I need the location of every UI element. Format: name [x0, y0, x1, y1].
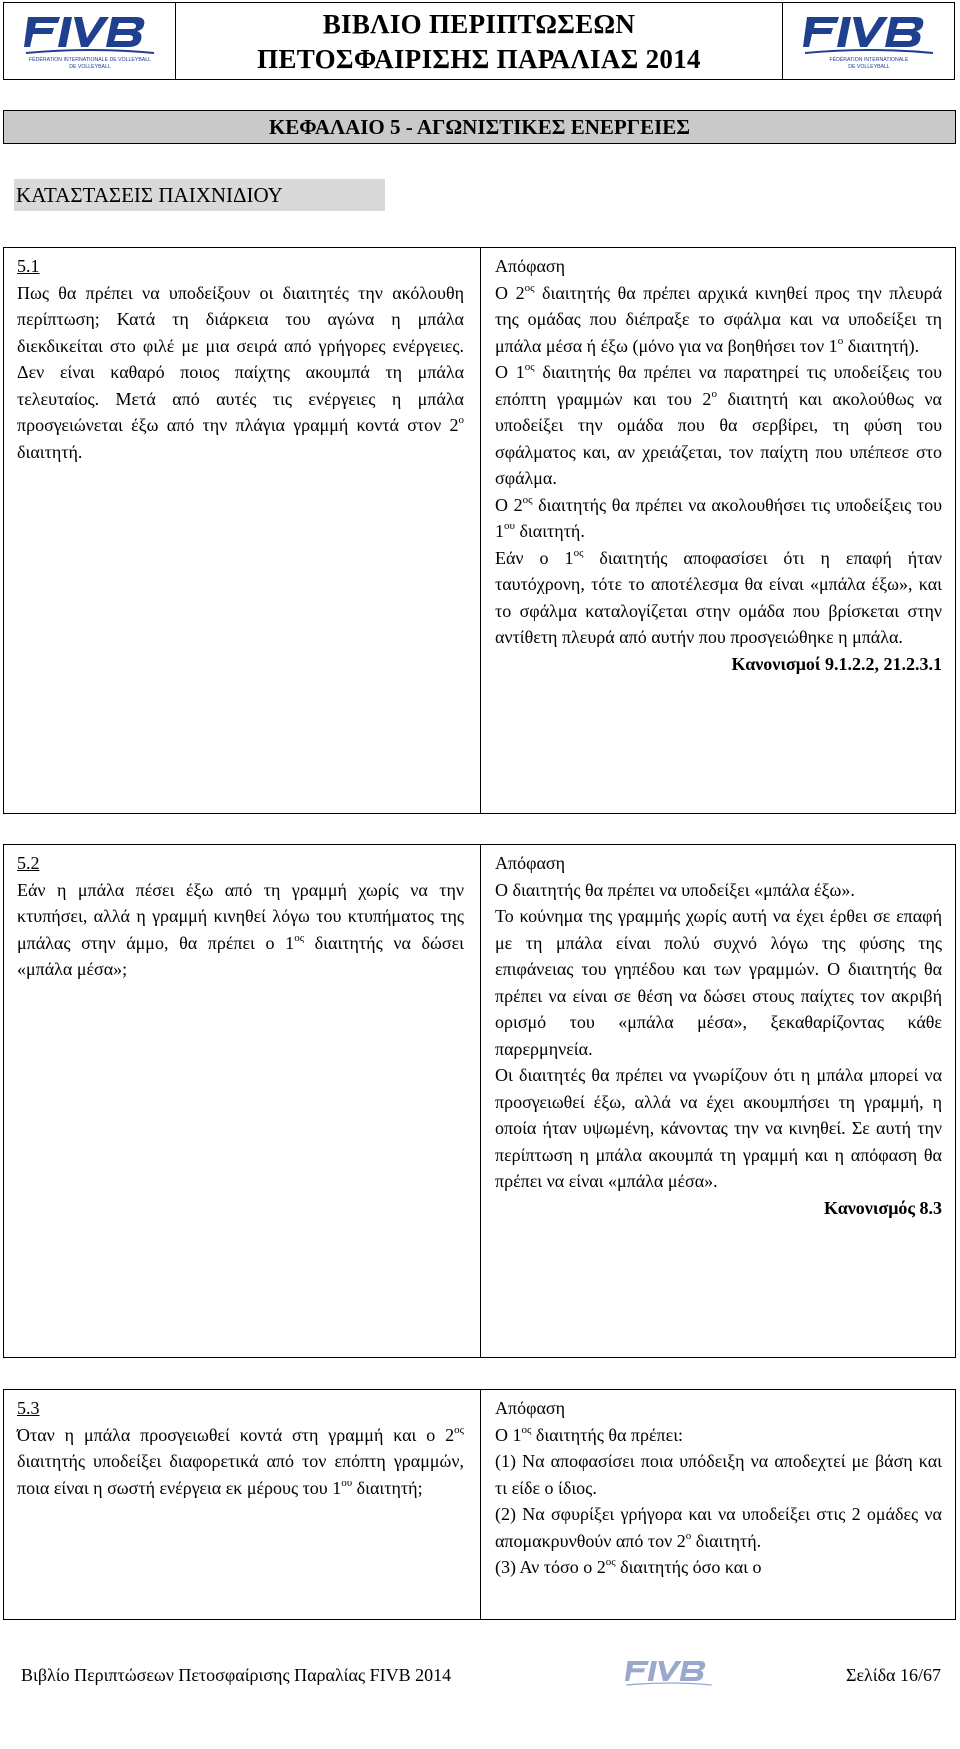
rule-reference: Κανονισμός 8.3	[824, 1197, 942, 1218]
decision-label: Απόφαση	[495, 256, 566, 276]
case-5-1	[3, 247, 956, 814]
header-title-cell	[176, 3, 782, 79]
case-question: Εάν η μπάλα πέσει έξω από τη γραμμή χωρίς να την κτυπήσει, αλλά η γραμμή κινηθεί λόγω του κτυπήματος της μπάλας στην άμμο, θα πρέπει ο $1^{o\varsigma}$ διαιτητής να δώσει «μπάλα μέσα»;	[17, 879, 464, 979]
decision-paragraph: Το κούνημα της γραμμής χωρίς αυτή να έχει έρθει σε επαφή με τη μπάλα είναι πολύ συχνό λόγω της φύσης της επιφάνειας του γηπέδου και των γραμμών. Ο διαιτητής θα πρέπει να είναι σε θέση να δώσει στους παίχτες τον ακριβή ορισμό του «μπάλα μέσα», ξεκαθαρίζοντας κάθε παρερμηνεία.	[495, 906, 942, 1059]
header-logo-right-cell	[782, 3, 954, 79]
case-decision-cell	[481, 845, 955, 1357]
case-number: 5.1	[17, 256, 40, 276]
case-question: Όταν η μπάλα προσγειωθεί κοντά στη γραμμή και ο $2^{o\varsigma}$ διαιτητής υποδείξει διαφορετικά από τον επόπτη γραμμών, ποια είναι η σωστή ενέργεια εκ μέρους του $1^{o\upsilon}$ διαιτητή;	[17, 1423, 464, 1498]
decision-paragraph: (2) Να σφυρίξει γρήγορα και να υποδείξει στις 2 ομάδες να απομακρυνθούν από τον $2^o$ διαιτητή.	[495, 1504, 942, 1551]
svg-text:DE VOLLEYBALL: DE VOLLEYBALL	[848, 64, 890, 70]
case-number: 5.3	[17, 1398, 40, 1418]
chapter-heading: ΚΕΦΑΛΑΙΟ 5 - ΑΓΩΝΙΣΤΙΚΕΣ ΕΝΕΡΓΕΙΕΣ	[3, 110, 956, 144]
case-question-cell	[4, 248, 481, 813]
case-question-cell	[4, 1390, 481, 1619]
case-number: 5.2	[17, 853, 40, 873]
case-question: Πως θα πρέπει να υποδείξουν οι διαιτητές την ακόλουθη περίπτωση; Κατά τη διάρκεια του αγώνα η μπάλα διεκδικείται στο φιλέ με μια σειρά από γρήγορες ενέργειες. Δεν είναι καθαρό ποιος παίχτης ακουμπά τη μπάλα τελευταίος. Μετά από αυτές τις ενέργειες η μπάλα προσγειώνεται έξω από την πλάγια γραμμή κοντά στον $2^o$ διαιτητή.	[17, 282, 464, 462]
fivb-logo-right	[803, 11, 935, 71]
fivb-logo-footer	[621, 1657, 717, 1697]
svg-text:FÉDÉRATION INTERNATIONALE: FÉDÉRATION INTERNATIONALE	[829, 57, 909, 63]
decision-paragraph: (3) Αν τόσο ο $2^{o\varsigma}$ διαιτητής όσο και ο	[495, 1556, 762, 1577]
page-number: Σελίδα 16/67	[845, 1665, 941, 1685]
header-title-line2: ΠΕΤΟΣΦΑΙΡΙΣΗΣ ΠΑΡΑΛΙΑΣ 2014	[257, 44, 701, 74]
decision-paragraph: Ο διαιτητής θα πρέπει να υποδείξει «μπάλα έξω».	[495, 879, 855, 900]
decision-label: Απόφαση	[495, 1398, 566, 1418]
header-logo-left-cell	[4, 3, 176, 79]
case-question-cell	[4, 845, 481, 1357]
logo-subtext: FÉDÉRATION INTERNATIONALE DE VOLLEYBALL	[28, 57, 152, 63]
page-header	[3, 2, 955, 80]
footer-title: Βιβλίο Περιπτώσεων Πετοσφαίρισης Παραλίας FIVB 2014	[21, 1665, 452, 1685]
svg-text:DE VOLLEYBALL: DE VOLLEYBALL	[69, 64, 111, 70]
section-heading: ΚΑΤΑΣΤΑΣΕΙΣ ΠΑΙΧΝΙΔΙΟΥ	[14, 179, 385, 211]
case-decision-cell	[481, 1390, 955, 1619]
case-5-2	[3, 844, 956, 1358]
decision-paragraph: Ο $2^{o\varsigma}$ διαιτητής θα πρέπει να ακολουθήσει τις υποδείξεις του $1^{o\upsilon}$ διαιτητή.	[495, 493, 942, 541]
case-5-3	[3, 1389, 956, 1620]
decision-paragraph: Εάν ο $1^{o\varsigma}$ διαιτητής αποφασίσει ότι η επαφή ήταν ταυτόχρονη, τότε το αποτέλεσμα θα είναι «μπάλα έξω», και το σφάλμα καταλογίζεται στην ομάδα που βρίσκεται στην αντίθετη πλευρά από αυτήν που προσγειώθηκε η μπάλα.	[495, 546, 942, 647]
rule-reference: Κανονισμοί 9.1.2.2, 21.2.3.1	[731, 653, 942, 674]
page-footer	[21, 1658, 941, 1692]
decision-paragraph: Ο $2^{o\varsigma}$ διαιτητής θα πρέπει αρχικά κινηθεί προς την πλευρά της ομάδας που διέπραξε το σφάλμα και να υποδείξει τη μπάλα μέσα ή έξω (μόνο για να βοηθήσει τον $1^o$ διαιτητή).	[495, 281, 942, 356]
header-title-line1: ΒΙΒΛΙΟ ΠΕΡΙΠΤΩΣΕΩΝ	[322, 9, 636, 39]
fivb-logo-left	[24, 11, 156, 71]
decision-paragraph: Ο $1^{o\varsigma}$ διαιτητής θα πρέπει να παρατηρεί τις υποδείξεις του επόπτη γραμμών και του $2^o$ διαιτητή και ακολούθως να υποδείξει την ομάδα που θα σερβίρει, τη φύση του σφάλματος και, αν χρειάζεται, τον παίχτη που υπέπεσε στο σφάλμα.	[495, 361, 943, 488]
decision-paragraph: (1) Να αποφασίσει ποια υπόδειξη να αποδεχτεί με βάση και τι είδε ο ίδιος.	[495, 1451, 942, 1498]
decision-label: Απόφαση	[495, 853, 566, 873]
decision-paragraph: Ο $1^{o\varsigma}$ διαιτητής θα πρέπει:	[495, 1423, 684, 1445]
case-decision-cell	[481, 248, 955, 813]
decision-paragraph: Οι διαιτητές θα πρέπει να γνωρίζουν ότι η μπάλα μπορεί να προσγειωθεί έξω, αλλά να έχει ακουμπήσει τη γραμμή, η οποία ήταν υψωμένη, κάνοντας την να κινηθεί. Σε αυτή την περίπτωση η μπάλα ακουμπά τη γραμμή και η απόφαση θα πρέπει να είναι «μπάλα μέσα».	[495, 1065, 942, 1191]
